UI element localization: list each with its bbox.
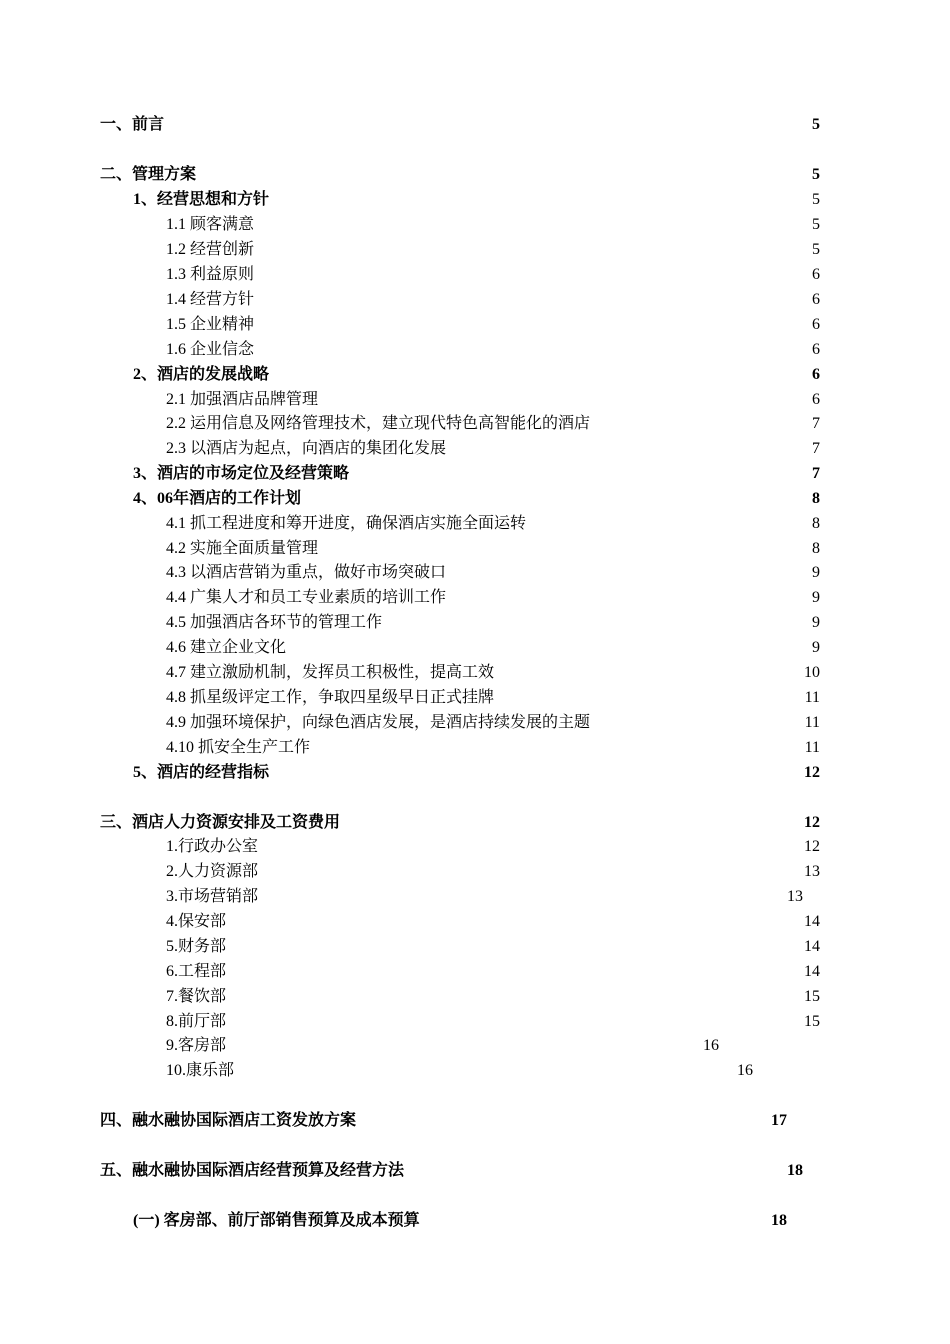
- toc-entry-page-number: 7: [812, 415, 820, 432]
- toc-entry-title: 5、酒店的经营指标: [133, 764, 270, 781]
- toc-entry-title: 4.10 抓安全生产工作: [166, 739, 311, 756]
- toc-entry-page-number: 11: [804, 689, 820, 706]
- toc-entry: [0, 288, 950, 312]
- toc-entry: [0, 835, 950, 859]
- toc-entry-page-number: 15: [804, 1013, 820, 1030]
- toc-entry-page-number: 5: [812, 116, 820, 133]
- toc-entry-title: 4.5 加强酒店各环节的管理工作: [166, 614, 383, 631]
- toc-entry-page-number: 6: [812, 291, 820, 308]
- toc-entry: [0, 960, 950, 984]
- toc-entry: [0, 1010, 950, 1034]
- toc-entry-title: 6.工程部: [166, 963, 227, 980]
- toc-entry: [0, 338, 950, 362]
- toc-entry-page-number: 16: [703, 1037, 719, 1054]
- toc-entry-title: 4.保安部: [166, 913, 227, 930]
- toc-entry: [0, 711, 950, 735]
- toc-entry-page-number: 6: [812, 266, 820, 283]
- toc-entry-title: 10.康乐部: [166, 1062, 235, 1079]
- toc-entry-page-number: 13: [787, 888, 803, 905]
- toc-entry-title: 1.5 企业精神: [166, 316, 255, 333]
- toc-entry-title: 3.市场营销部: [166, 888, 259, 905]
- toc-entry-title: 1.6 企业信念: [166, 341, 255, 358]
- toc-entry-page-number: 12: [804, 764, 820, 781]
- toc-entry: [0, 437, 950, 461]
- toc-entry-page-number: 7: [812, 465, 820, 482]
- toc-entry-page-number: 13: [804, 863, 820, 880]
- toc-entry: [0, 885, 950, 909]
- toc-entry: [0, 586, 950, 610]
- toc-entry: [0, 388, 950, 412]
- toc-entry-title: 1.3 利益原则: [166, 266, 255, 283]
- toc-entry-page-number: 16: [737, 1062, 753, 1079]
- toc-entry-title: 4.1 抓工程进度和筹开进度，确保酒店实施全面运转: [166, 515, 527, 532]
- toc-entry-page-number: 5: [812, 216, 820, 233]
- toc-entry: [0, 1109, 950, 1133]
- toc-entry-page-number: 12: [804, 814, 820, 831]
- toc-entry-title: 8.前厅部: [166, 1013, 227, 1030]
- toc-entry: [0, 985, 950, 1009]
- toc-entry-page-number: 6: [812, 341, 820, 358]
- toc-entry-title: 1.2 经营创新: [166, 241, 255, 258]
- toc-entry: [0, 686, 950, 710]
- toc-entry: [0, 636, 950, 660]
- toc-entry: [0, 313, 950, 337]
- toc-entry-page-number: 5: [812, 166, 820, 183]
- toc-entry-title: 7.餐饮部: [166, 988, 227, 1005]
- toc-entry: [0, 163, 950, 187]
- toc-entry-page-number: 11: [804, 739, 820, 756]
- toc-entry: [0, 263, 950, 287]
- toc-entry-title: 4.9 加强环境保护，向绿色酒店发展，是酒店持续发展的主题: [166, 714, 591, 731]
- toc-entry-page-number: 9: [812, 639, 820, 656]
- toc-entry: [0, 860, 950, 884]
- toc-entry: [0, 561, 950, 585]
- toc-entry-title: 4.4 广集人才和员工专业素质的培训工作: [166, 589, 447, 606]
- toc-entry: [0, 188, 950, 212]
- toc-entry: [0, 736, 950, 760]
- toc-entry: [0, 935, 950, 959]
- toc-entry: [0, 661, 950, 685]
- toc-entry: [0, 462, 950, 486]
- toc-entry-title: 4.6 建立企业文化: [166, 639, 287, 656]
- toc-entry-title: 2、酒店的发展战略: [133, 366, 270, 383]
- toc-entry: [0, 412, 950, 436]
- toc-entry-title: 4.2 实施全面质量管理: [166, 540, 319, 557]
- toc-entry-title: 四、融水融协国际酒店工资发放方案: [100, 1112, 357, 1129]
- toc-entry-page-number: 17: [771, 1112, 787, 1129]
- toc-entry: [0, 363, 950, 387]
- toc-entry-page-number: 15: [804, 988, 820, 1005]
- toc-entry-title: 2.2 运用信息及网络管理技术，建立现代特色高智能化的酒店: [166, 415, 591, 432]
- toc-entry-page-number: 9: [812, 614, 820, 631]
- toc-entry: [0, 1209, 950, 1233]
- toc-entry-title: 2.人力资源部: [166, 863, 259, 880]
- toc-entry-title: (一) 客房部、前厅部销售预算及成本预算: [133, 1212, 420, 1229]
- toc-entry-page-number: 18: [771, 1212, 787, 1229]
- toc-entry-title: 4.8 抓星级评定工作，争取四星级早日正式挂牌: [166, 689, 495, 706]
- toc-entry: [0, 1159, 950, 1183]
- toc-entry-title: 一、前言: [100, 116, 165, 133]
- toc-entry-title: 2.3 以酒店为起点，向酒店的集团化发展: [166, 440, 447, 457]
- toc-entry-title: 五、融水融协国际酒店经营预算及经营方法: [100, 1162, 405, 1179]
- toc-entry-title: 2.1 加强酒店品牌管理: [166, 391, 319, 408]
- toc-entry-page-number: 8: [812, 515, 820, 532]
- toc-entry: [0, 512, 950, 536]
- toc-entry: [0, 1059, 950, 1083]
- toc-entry: [0, 811, 950, 835]
- toc-entry-title: 4.3 以酒店营销为重点，做好市场突破口: [166, 564, 447, 581]
- toc-entry-page-number: 5: [812, 241, 820, 258]
- toc-entry: [0, 761, 950, 785]
- toc-entry: [0, 487, 950, 511]
- toc-entry-page-number: 6: [812, 366, 820, 383]
- toc-entry-title: 5.财务部: [166, 938, 227, 955]
- toc-entry-title: 1.1 顾客满意: [166, 216, 255, 233]
- toc-entry: [0, 238, 950, 262]
- toc-entry-page-number: 18: [787, 1162, 803, 1179]
- toc-entry-page-number: 12: [804, 838, 820, 855]
- toc-entry-title: 9.客房部: [166, 1037, 227, 1054]
- toc-entry-title: 3、酒店的市场定位及经营策略: [133, 465, 350, 482]
- toc-entry-title: 二、管理方案: [100, 166, 197, 183]
- toc-entry-page-number: 14: [804, 913, 820, 930]
- toc-entry-page-number: 10: [804, 664, 820, 681]
- toc-entry: [0, 213, 950, 237]
- toc-entry-title: 4、06年酒店的工作计划: [133, 490, 302, 507]
- toc-entry: [0, 611, 950, 635]
- toc-entry-title: 1、经营思想和方针: [133, 191, 270, 208]
- toc-entry: [0, 113, 950, 137]
- toc-entry-page-number: 5: [812, 191, 820, 208]
- toc-entry-page-number: 6: [812, 391, 820, 408]
- toc-entry: [0, 1034, 950, 1058]
- toc-entry-title: 三、酒店人力资源安排及工资费用: [100, 814, 341, 831]
- toc-entry-page-number: 9: [812, 589, 820, 606]
- toc-entry-title: 1.4 经营方针: [166, 291, 255, 308]
- toc-entry: [0, 910, 950, 934]
- toc-entry-page-number: 14: [804, 938, 820, 955]
- toc-entry-page-number: 14: [804, 963, 820, 980]
- toc-entry-page-number: 8: [812, 540, 820, 557]
- toc-entry-page-number: 7: [812, 440, 820, 457]
- toc-entry-page-number: 8: [812, 490, 820, 507]
- toc-entry-title: 4.7 建立激励机制，发挥员工积极性，提高工效: [166, 664, 495, 681]
- toc-entry: [0, 537, 950, 561]
- toc-entry-page-number: 11: [804, 714, 820, 731]
- toc-entry-title: 1.行政办公室: [166, 838, 259, 855]
- toc-entry-page-number: 6: [812, 316, 820, 333]
- toc-entry-page-number: 9: [812, 564, 820, 581]
